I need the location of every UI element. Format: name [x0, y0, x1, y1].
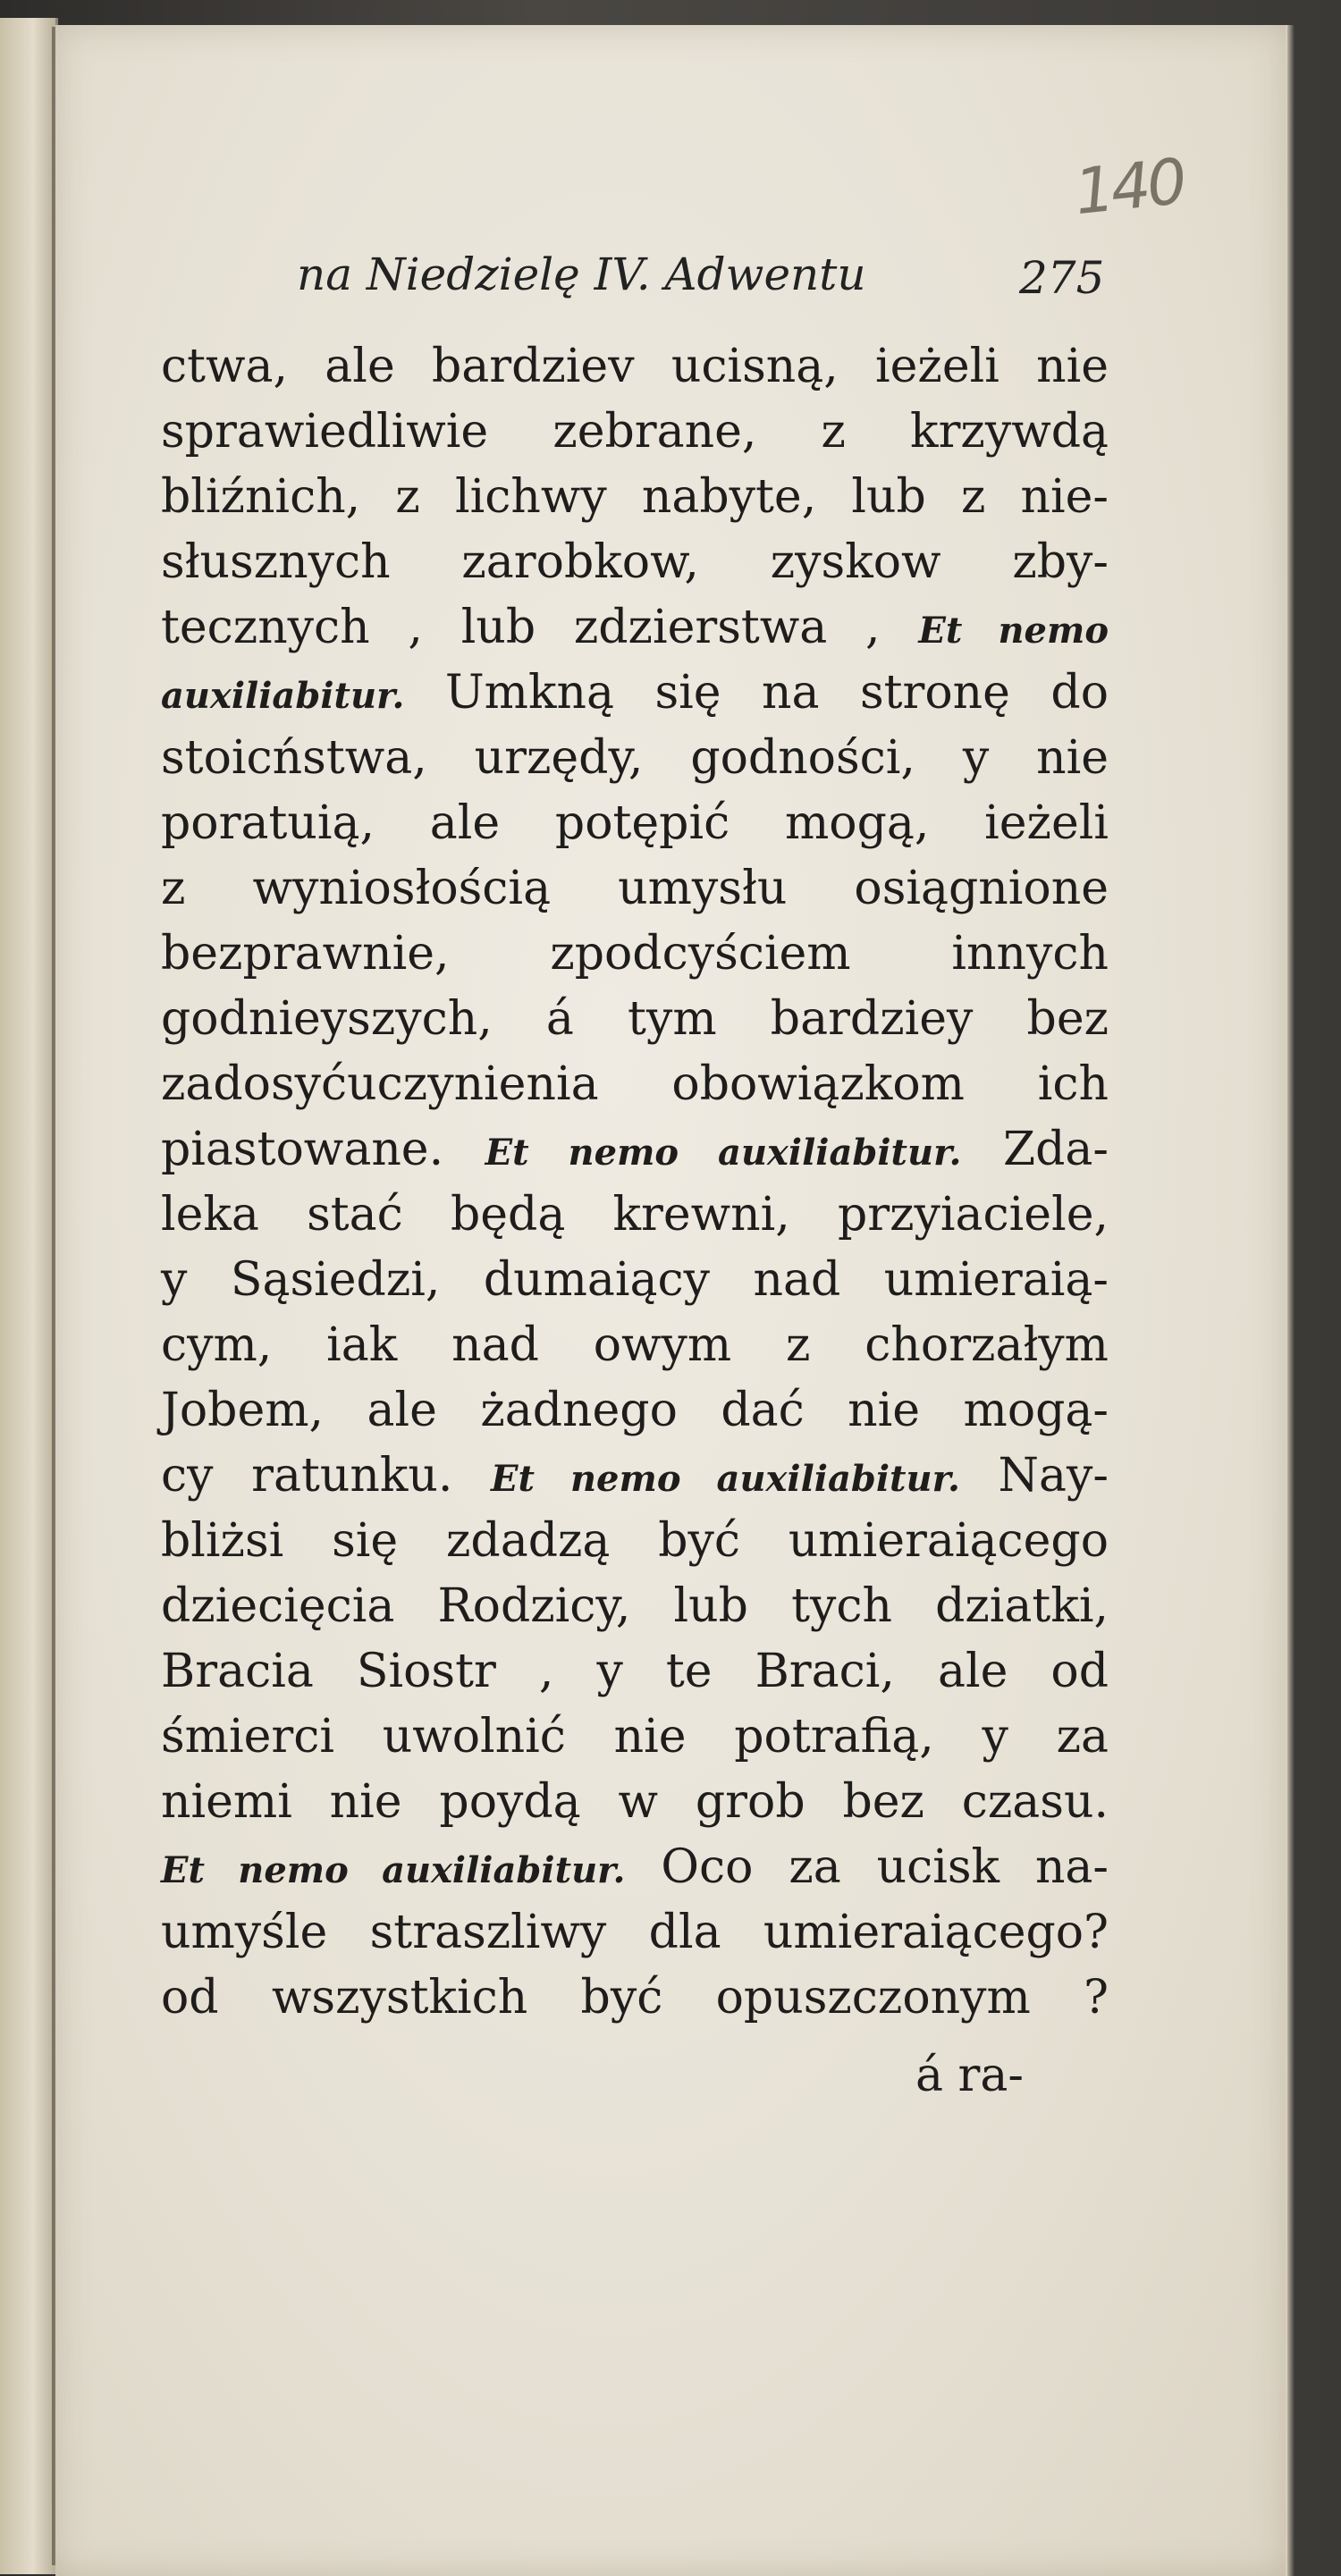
running-head-title: na Niedzielę IV. Adwentu [297, 248, 866, 300]
previous-page-edge [0, 18, 58, 2574]
text-line [161, 530, 1109, 595]
text-segment: ctwa, ale bardziev ucisną, ieżeli nie [161, 340, 1109, 393]
text-segment: sprawiedliwie zebrane, z krzywdą [161, 405, 1109, 459]
text-line [161, 1639, 1109, 1705]
text-segment: bezprawnie, zpodcyściem innych [161, 927, 1109, 981]
text-segment: Nay- [959, 1449, 1109, 1503]
text-line [161, 856, 1109, 922]
text-line [161, 595, 1109, 661]
text-segment: cym, iak nad owym z chorzałym [161, 1318, 1109, 1372]
text-line [161, 726, 1109, 791]
text-segment: Bracia Siostr , y te Braci, ale od [161, 1645, 1109, 1698]
text-segment: leka stać będą krewni, przyiaciele, [161, 1188, 1109, 1242]
text-line [161, 1313, 1109, 1378]
text-segment: godnieyszych, á tym bardziey bez [161, 992, 1109, 1046]
text-line [161, 1183, 1109, 1248]
latin-refrain: Et nemo [918, 610, 1109, 652]
text-segment: y Sąsiedzi, dumaiący nad umieraią- [161, 1253, 1109, 1307]
latin-refrain: Et nemo auxiliabitur. [491, 1458, 960, 1500]
book-page [55, 25, 1287, 2576]
text-line [161, 1052, 1109, 1117]
body-text [161, 334, 1109, 2031]
text-segment: Jobem, ale żadnego dać nie mogą- [161, 1384, 1109, 1437]
text-line [161, 1705, 1109, 1770]
text-segment: od wszystkich być opuszczonym ? [161, 1971, 1109, 2025]
text-line [161, 334, 1109, 400]
handwritten-folio-number: 140 [1071, 144, 1187, 230]
text-line [161, 1117, 1109, 1183]
catchword: á ra- [915, 2049, 1024, 2102]
text-line [161, 1966, 1109, 2031]
text-line [161, 922, 1109, 987]
text-line [161, 1248, 1109, 1313]
text-segment: śmierci uwolnić nie potrafią, y za [161, 1710, 1109, 1764]
text-segment: Oco za ucisk na- [625, 1840, 1109, 1894]
text-line [161, 1770, 1109, 1835]
text-segment: dziecięcia Rodzicy, lub tych dziatki, [161, 1579, 1109, 1633]
text-segment: zadosyćuczynienia obowiązkom ich [161, 1057, 1109, 1111]
text-segment: poratuią, ale potępić mogą, ieżeli [161, 796, 1109, 850]
text-segment: Zda- [961, 1123, 1109, 1176]
text-line [161, 1574, 1109, 1639]
text-line [161, 1900, 1109, 1966]
text-segment: umyśle straszliwy dla umieraiącego? [161, 1906, 1109, 1959]
text-line [161, 1444, 1109, 1509]
latin-refrain: Et nemo auxiliabitur. [485, 1132, 962, 1174]
text-segment: Umkną się na stronę do [404, 666, 1109, 720]
text-line [161, 1509, 1109, 1574]
text-line [161, 465, 1109, 530]
text-segment: stoicństwa, urzędy, godności, y nie [161, 731, 1109, 785]
text-line [161, 661, 1109, 726]
text-line [161, 791, 1109, 856]
latin-refrain: Et nemo auxiliabitur. [161, 1849, 626, 1891]
latin-refrain: auxiliabitur. [161, 675, 405, 717]
text-line [161, 400, 1109, 465]
text-segment: z wyniosłością umysłu osiągnione [161, 862, 1109, 915]
text-segment: bliźnich, z lichwy nabyte, lub z nie- [161, 470, 1109, 524]
text-segment: bliżsi się zdadzą być umieraiącego [161, 1514, 1109, 1568]
text-segment: tecznych , lub zdzierstwa , [161, 601, 919, 654]
text-segment: słusznych zarobkow, zyskow zby- [161, 535, 1109, 589]
page-number: 275 [1019, 252, 1105, 304]
text-segment: piastowane. [161, 1123, 485, 1176]
text-segment: cy ratunku. [161, 1449, 491, 1503]
text-segment: niemi nie poydą w grob bez czasu. [161, 1775, 1109, 1829]
running-head [297, 248, 1191, 320]
text-line [161, 987, 1109, 1052]
text-line [161, 1835, 1109, 1900]
text-line [161, 1378, 1109, 1444]
